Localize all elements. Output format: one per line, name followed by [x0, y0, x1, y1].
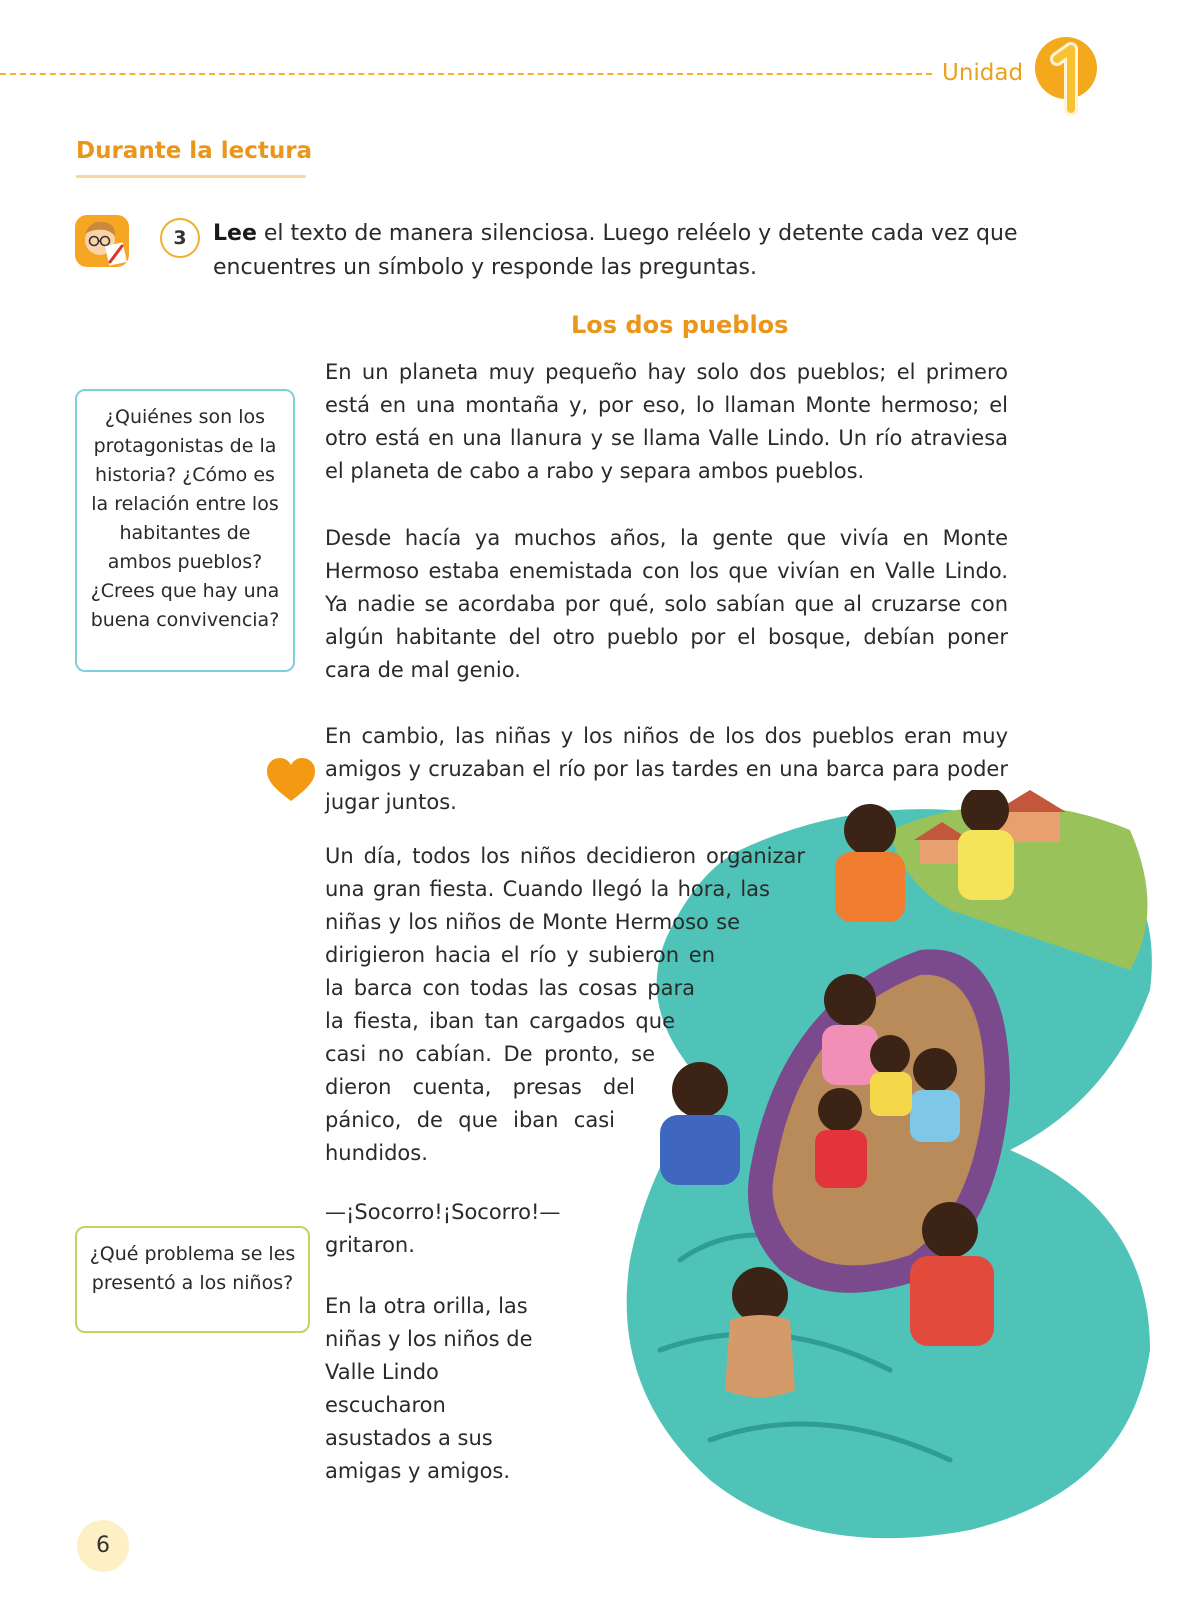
story-title: Los dos pueblos — [571, 311, 789, 339]
unit-label: Unidad — [942, 60, 1024, 86]
story-paragraph-4-line: dirigieron hacia el río y subieron en — [325, 943, 715, 967]
instruction-text: el texto de manera silenciosa. Luego reléelo y detente cada vez que encuentres un símbolo y responde las preguntas. — [213, 221, 1018, 280]
story-paragraph-4-line: hundidos. — [325, 1141, 428, 1165]
section-underline — [76, 175, 306, 178]
header-dashed-line — [0, 73, 932, 75]
question-box-1: ¿Quiénes son los protagonistas de la historia? ¿Cómo es la relación entre los habitantes de ambos pueblos? ¿Crees que hay una buena convivencia? — [75, 389, 295, 672]
story-paragraph-4-line: Un día, todos los niños decidieron organizar — [325, 844, 805, 868]
unit-badge — [1033, 35, 1099, 115]
instruction-bold: Lee — [213, 221, 257, 246]
section-title: Durante la lectura — [76, 138, 313, 164]
story-paragraph-2: Desde hacía ya muchos años, la gente que vivía en Monte Hermoso estaba enemistada con los que vivían en Valle Lindo. Ya nadie se acordaba por qué, solo sabían que al cruzarse con algún habitante del otro pueblo por el bosque, debían poner cara de mal genio. — [325, 526, 1008, 682]
story-paragraph-4-line: pánico, de que iban casi — [325, 1108, 615, 1132]
page-number: 6 — [77, 1520, 129, 1572]
reader-icon — [74, 214, 130, 268]
story-paragraph-4-line: niñas y los niños de Monte Hermoso se — [325, 910, 740, 934]
story-paragraph-4-line: la fiesta, iban tan cargados que — [325, 1009, 675, 1033]
heart-icon — [265, 757, 317, 803]
story-paragraph-4 — [325, 840, 805, 1170]
story-paragraph-3: En cambio, las niñas y los niños de los dos pueblos eran muy amigos y cruzaban el río por las tardes en una barca para poder jugar juntos. — [325, 724, 1008, 814]
question-box-2: ¿Qué problema se les presentó a los niños? — [75, 1226, 310, 1333]
story-paragraph-6: En la otra orilla, las niñas y los niños de Valle Lindo escucharon asustados a sus amigas y amigos. — [325, 1294, 533, 1483]
activity-number: 3 — [160, 218, 200, 258]
story-paragraph-5: —¡Socorro!¡Socorro!— gritaron. — [325, 1200, 561, 1257]
story-paragraph-4-line: una gran fiesta. Cuando llegó la hora, las — [325, 877, 770, 901]
story-paragraph-4-line: casi no cabían. De pronto, se — [325, 1042, 655, 1066]
story-paragraph-4-line: la barca con todas las cosas para — [325, 976, 695, 1000]
activity-instruction — [213, 217, 1033, 285]
story-paragraph-1: En un planeta muy pequeño hay solo dos pueblos; el primero está en una montaña y, por eso, lo llaman Monte hermoso; el otro está en una llanura y se llama Valle Lindo. Un río atraviesa el planeta de cabo a rabo y separa ambos pueblos. — [325, 360, 1008, 483]
story-paragraph-4-line: dieron cuenta, presas del — [325, 1075, 635, 1099]
